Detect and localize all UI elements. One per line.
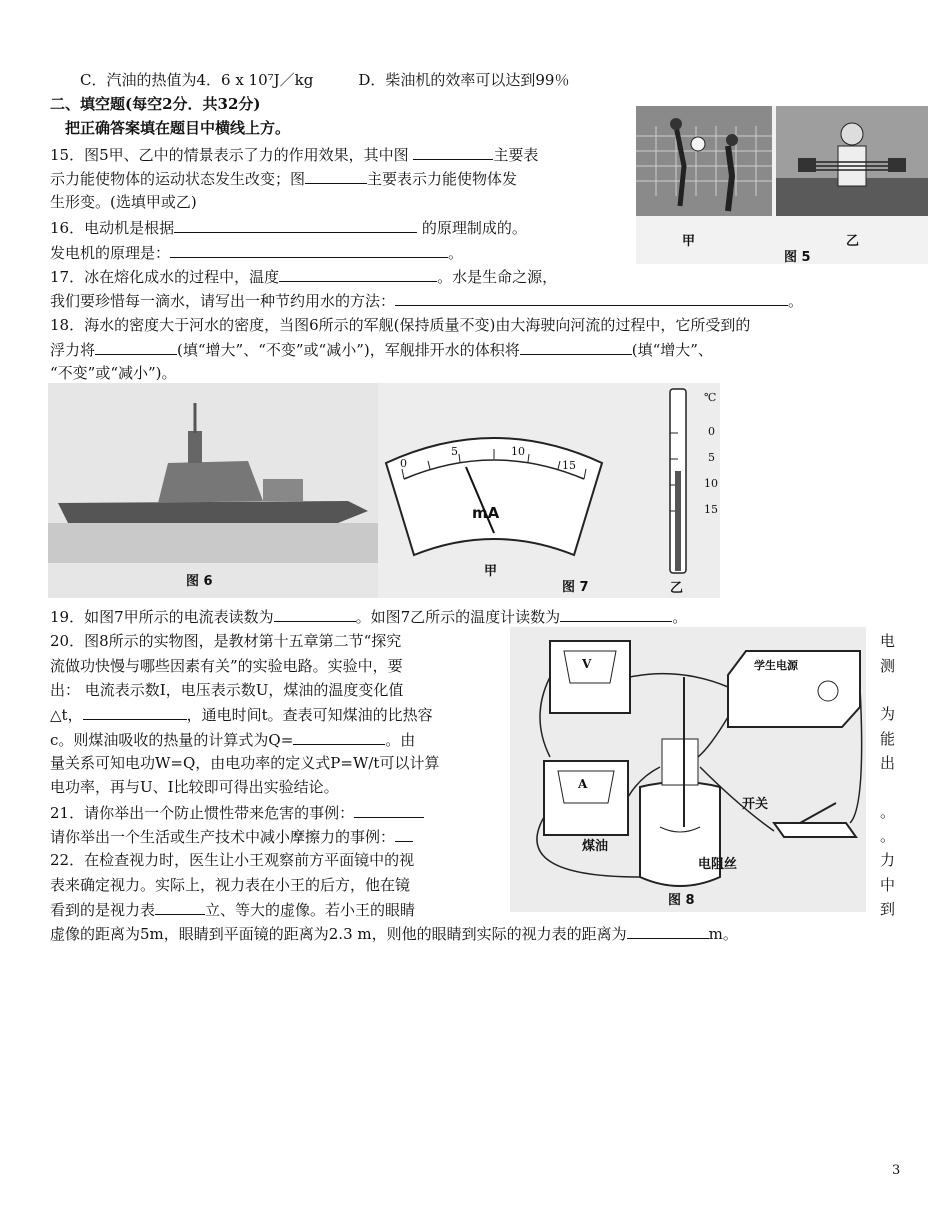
- q19-blank-2[interactable]: [560, 606, 672, 622]
- q22-blank-1[interactable]: [155, 899, 205, 915]
- q20-line7: 电功率，再与U、I比较即可得出实验结论。: [50, 778, 339, 796]
- q21-line1: [50, 802, 424, 823]
- q17-blank-1[interactable]: [279, 266, 437, 282]
- q21-text: 21．请你举出一个防止惯性带来危害的事例：: [50, 804, 355, 822]
- q15-text: 15．图5甲、乙中的情景表示了力的作用效果，其中图: [50, 146, 409, 164]
- thermo-tick-0: 0: [708, 425, 715, 438]
- q17-text: 。水是生命之源，: [437, 268, 558, 286]
- q21-blank-1[interactable]: [354, 802, 424, 818]
- q16-blank-1[interactable]: [174, 217, 417, 233]
- right-col-char: 力: [880, 851, 896, 869]
- right-col-char: 。: [880, 827, 896, 845]
- right-col-char: 为: [880, 705, 896, 723]
- q17-line1: [50, 266, 557, 287]
- option-c-d: C．汽油的热值为4．6 x 10⁷J／kg D．柴油机的效率可以达到99％: [50, 71, 570, 89]
- q22-text: m。: [708, 925, 738, 943]
- warship-image: [48, 383, 378, 598]
- q21-blank-2[interactable]: [395, 826, 413, 842]
- fig7-jia-label: 甲: [484, 564, 498, 579]
- right-col-char: 。: [880, 803, 896, 821]
- q21-line2: [50, 826, 413, 847]
- q16-text: 发电机的原理是：: [50, 244, 171, 262]
- q22-line3: [50, 899, 415, 920]
- thermo-tick-5: 5: [708, 451, 715, 464]
- q17-text: 。: [788, 292, 804, 310]
- q20-text: △t，: [50, 706, 83, 724]
- q15-line3: 生形变。(选填甲或乙): [50, 193, 197, 211]
- q22-line4: [50, 923, 738, 944]
- fig7-yi-label: 乙: [670, 581, 684, 596]
- circuit-diagram: [510, 627, 866, 912]
- q19-blank-1[interactable]: [274, 606, 356, 622]
- q15-text: 示力能使物体的运动状态发生改变；图: [50, 170, 306, 188]
- q20-text: 。由: [385, 731, 416, 749]
- q18-text: (填“增大”、“不变”或“减小”)，军舰排开水的体积将: [177, 341, 520, 359]
- q22-text: 看到的是视力表: [50, 901, 156, 919]
- q19-text: 。如图7乙所示的温度计读数为: [355, 608, 561, 626]
- fig6-caption: 图 6: [186, 574, 213, 589]
- fig5-jia-label: 甲: [682, 234, 696, 249]
- q20-text: c。则煤油吸收的热量的计算式为Q=: [50, 731, 294, 749]
- right-col-char: 出: [880, 754, 896, 772]
- section-instruction: 把正确答案填在题目中横线上方。: [50, 119, 291, 137]
- right-col-char: 中: [880, 876, 896, 894]
- ammeter-unit: mA: [472, 504, 500, 522]
- section-heading: 二、填空题(每空2分．共32分): [50, 95, 261, 113]
- q15-text: 主要表示力能使物体发: [367, 170, 518, 188]
- right-col-char: 到: [880, 900, 896, 918]
- figure-8: [510, 627, 866, 912]
- thermo-tick-15: 15: [704, 503, 718, 516]
- ammeter-tick-10: 10: [511, 445, 525, 458]
- right-col-char: 能: [880, 730, 896, 748]
- q15-blank-1[interactable]: [413, 144, 493, 160]
- q22-line1: 22．在检查视力时，医生让小王观察前方平面镜中的视: [50, 851, 415, 869]
- q16-line2: [50, 242, 463, 263]
- volleyball-image: [636, 106, 772, 216]
- right-col-char: 电: [880, 632, 896, 650]
- figure-6-7: [48, 383, 720, 598]
- fig8-caption: 图 8: [668, 893, 695, 908]
- q22-blank-2[interactable]: [627, 923, 709, 939]
- q20-line6: 量关系可知电功W=Q，由电功率的定义式P=W/t可以计算: [50, 754, 440, 772]
- q16-line1: [50, 217, 527, 238]
- q15-line2: [50, 168, 517, 189]
- q22-text: 立、等大的虚像。若小王的眼睛: [205, 901, 416, 919]
- right-col-char: 测: [880, 657, 896, 675]
- q19-text: 19．如图7甲所示的电流表读数为: [50, 608, 274, 626]
- q17-line2: [50, 290, 803, 311]
- resistance-wire-label: 电阻丝: [698, 857, 738, 872]
- q17-blank-2[interactable]: [395, 290, 788, 306]
- ammeter-tick-0: 0: [400, 457, 407, 470]
- q18-line2: [50, 339, 713, 360]
- q19-text: 。: [672, 608, 688, 626]
- q20-line2: 流做功快慢与哪些因素有关”的实验电路。实验中，要: [50, 657, 403, 675]
- q18-blank-1[interactable]: [95, 339, 177, 355]
- thermo-tick-10: 10: [704, 477, 718, 490]
- stretcher-image: [776, 106, 928, 216]
- q16-blank-2[interactable]: [170, 242, 448, 258]
- power-supply-label: 学生电源: [754, 659, 798, 672]
- q15-text: 主要表: [493, 146, 539, 164]
- q15-line1: [50, 144, 538, 165]
- fig5-caption: 图 5: [784, 250, 811, 265]
- page-number: 3: [892, 1163, 901, 1178]
- kerosene-label: 煤油: [582, 839, 609, 854]
- q20-line4: [50, 704, 433, 725]
- fig5-yi-label: 乙: [846, 234, 860, 249]
- q20-blank-2[interactable]: [293, 729, 385, 745]
- ammeter-tick-15: 15: [562, 459, 576, 472]
- q20-text: ，通电时间t。查表可知煤油的比热容: [186, 706, 433, 724]
- q20-blank-1[interactable]: [83, 704, 187, 720]
- switch-label: 开关: [742, 797, 769, 812]
- ammeter-symbol: A: [578, 777, 588, 791]
- thermometer: [666, 387, 690, 579]
- q18-line3: “不变”或“减小”)。: [50, 364, 177, 382]
- q18-blank-2[interactable]: [520, 339, 632, 355]
- q18-text: (填“增大”、: [631, 341, 713, 359]
- q18-line1: 18．海水的密度大于河水的密度，当图6所示的军舰(保持质量不变)由大海驶向河流的过程中，它所受到的: [50, 316, 751, 334]
- q21-text: 请你举出一个生活或生产技术中减小摩擦力的事例：: [50, 828, 396, 846]
- q16-text: 。: [448, 244, 464, 262]
- q17-text: 我们要珍惜每一滴水，请写出一种节约用水的方法：: [50, 292, 396, 310]
- q18-text: 浮力将: [50, 341, 96, 359]
- q22-text: 虚像的距离为5m，眼睛到平面镜的距离为2.3 m，则他的眼睛到实际的视力表的距离为: [50, 925, 627, 943]
- voltmeter-symbol: V: [582, 657, 592, 671]
- q15-blank-2[interactable]: [305, 168, 367, 184]
- ammeter-dial: [380, 423, 608, 563]
- thermo-unit: ℃: [704, 391, 717, 404]
- q19-line: [50, 606, 687, 627]
- fig7-caption: 图 7: [562, 580, 589, 595]
- q20-line5: [50, 729, 415, 750]
- q17-text: 17．冰在熔化成水的过程中，温度: [50, 268, 280, 286]
- q16-text: 的原理制成的。: [421, 219, 527, 237]
- q20-line3: 出： 电流表示数I，电压表示数U，煤油的温度变化值: [50, 681, 404, 699]
- q16-text: 16．电动机是根据: [50, 219, 175, 237]
- ammeter-tick-5: 5: [451, 445, 458, 458]
- figure-5: [636, 106, 928, 264]
- q20-line1: 20．图8所示的实物图，是教材第十五章第二节“探究: [50, 632, 402, 650]
- q22-line2: 表来确定视力。实际上，视力表在小王的后方，他在镜: [50, 876, 411, 894]
